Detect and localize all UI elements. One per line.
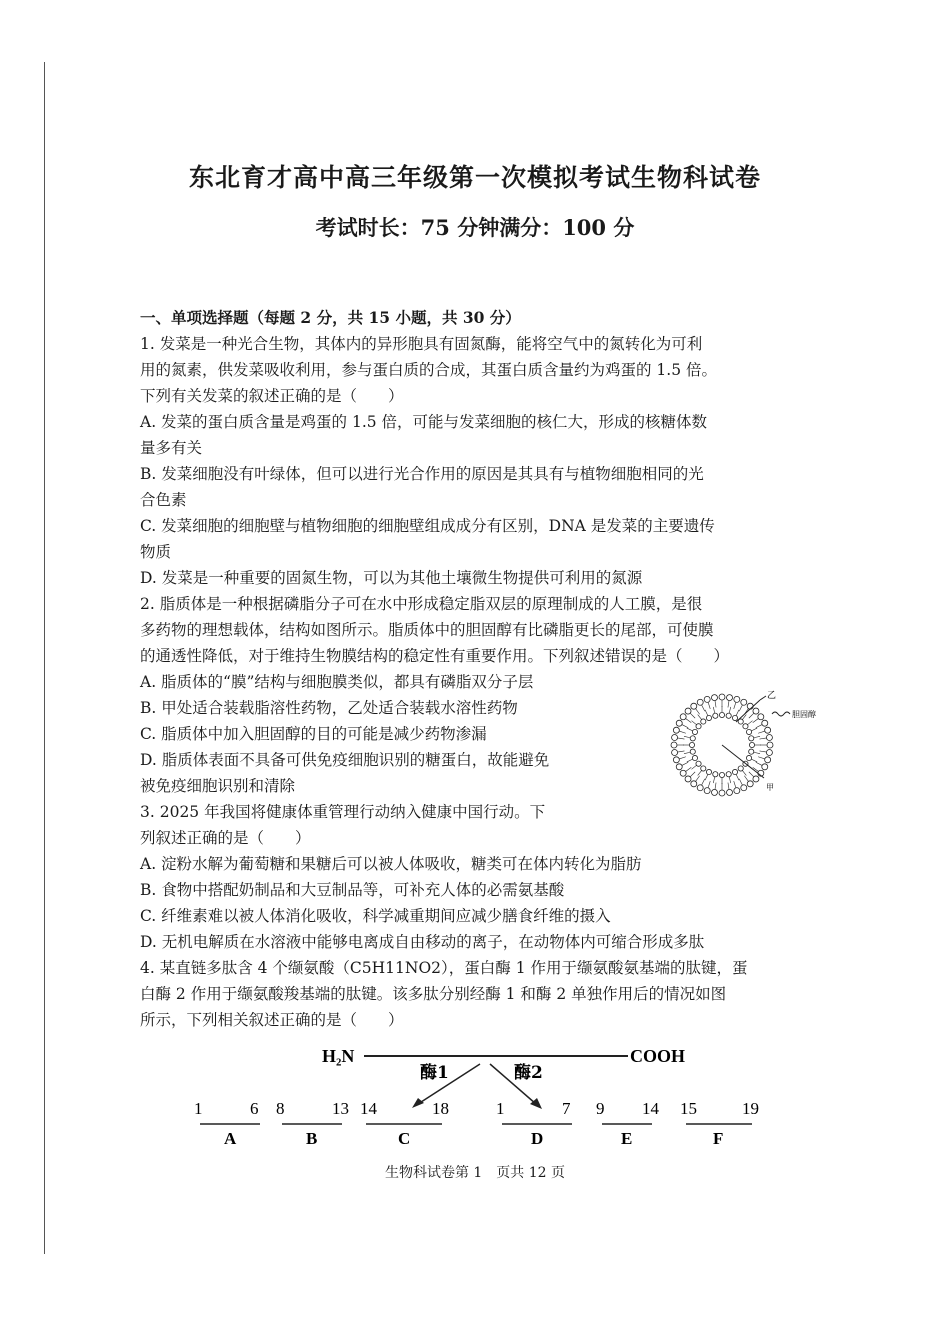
inner-phospholipid-head — [690, 749, 695, 754]
q3-option-d: D. 无机电解质在水溶液中能够电离成自由移动的离子，在动物体内可缩合形成多肽 — [140, 933, 705, 951]
outer-lipid-tail — [739, 705, 742, 711]
q1-stem-line: 下列有关发菜的叙述正确的是（ ） — [140, 387, 404, 405]
inner-lipid-tail — [698, 770, 702, 775]
outer-phospholipid-head — [673, 727, 679, 733]
fragment-start-number: 8 — [276, 1099, 285, 1118]
inner-phospholipid-head — [726, 772, 731, 777]
inner-lipid-tail — [742, 770, 746, 775]
outer-phospholipid-head — [691, 781, 697, 787]
outer-lipid-tail — [739, 779, 742, 785]
fragment-start-number: 1 — [496, 1099, 505, 1118]
q3-stem-line: 列叙述正确的是（ ） — [140, 829, 311, 847]
inner-phospholipid-head — [749, 736, 754, 741]
outer-lipid-tail — [696, 709, 700, 715]
fragment-label: D — [531, 1129, 544, 1148]
enzyme1-arrowhead — [412, 1098, 424, 1108]
inner-phospholipid-head — [746, 729, 751, 734]
outer-lipid-tail — [749, 713, 754, 718]
q1-option-d: D. 发菜是一种重要的固氮生物，可以为其他土壤微生物提供可利用的氮源 — [140, 569, 643, 587]
outer-phospholipid-head — [727, 695, 733, 701]
outer-lipid-tail — [702, 779, 705, 785]
outer-phospholipid-head — [747, 703, 753, 709]
fragment-start-number: 9 — [596, 1099, 605, 1118]
q1-option-a: A. 发菜的蛋白质含量是鸡蛋的 1.5 倍，可能与发菜细胞的核仁大，形成的核糖体数 — [140, 413, 708, 431]
outer-phospholipid-head — [673, 757, 679, 763]
inner-phospholipid-head — [690, 736, 695, 741]
inner-lipid-tail — [713, 777, 714, 783]
fragment-end-number: 19 — [742, 1099, 759, 1118]
inner-lipid-tail — [736, 710, 739, 716]
outer-phospholipid-head — [671, 742, 677, 748]
inner-phospholipid-head — [701, 719, 706, 724]
inner-lipid-tail — [698, 715, 702, 720]
enzyme2-label: 酶2 — [514, 1063, 543, 1083]
inner-phospholipid-head — [726, 713, 731, 718]
outer-phospholipid-head — [685, 776, 691, 782]
outer-lipid-tail — [682, 725, 688, 728]
fragment-end-number: 7 — [562, 1099, 571, 1118]
inner-lipid-tail — [713, 707, 714, 713]
outer-phospholipid-head — [734, 788, 740, 794]
q4-stem-line: 白酶 2 作用于缬氨酸羧基端的肽键。该多肽分别经酶 1 和酶 2 单独作用后的情况如图 — [140, 985, 727, 1003]
outer-phospholipid-head — [697, 699, 703, 705]
cholesterol-icon — [772, 712, 790, 716]
inner-phospholipid-head — [743, 724, 748, 729]
outer-phospholipid-head — [753, 708, 759, 714]
outer-lipid-tail — [686, 719, 692, 723]
inner-phospholipid-head — [746, 755, 751, 760]
q4-stem-line: 4. 某直链多肽含 4 个缬氨酸（C5H11NO2），蛋白酶 1 作用于缬氨酸氨基端的肽键，蛋 — [140, 959, 748, 977]
outer-lipid-tail — [678, 751, 685, 752]
outer-lipid-tail — [734, 702, 736, 709]
fragment-label: B — [306, 1129, 318, 1148]
q1-option-a-cont: 量多有关 — [140, 439, 203, 457]
outer-phospholipid-head — [680, 714, 686, 720]
label-cholesterol: 胆固醇 — [792, 710, 816, 719]
outer-phospholipid-head — [765, 757, 771, 763]
outer-lipid-tail — [708, 781, 710, 788]
fragment-end-number: 14 — [642, 1099, 659, 1118]
inner-lipid-tail — [705, 710, 708, 716]
outer-lipid-tail — [686, 767, 692, 771]
outer-phospholipid-head — [719, 790, 725, 796]
inner-phospholipid-head — [749, 749, 754, 754]
q4-stem-line: 所示，下列相关叙述正确的是（ ） — [140, 1011, 404, 1029]
outer-phospholipid-head — [676, 764, 682, 770]
outer-lipid-tail — [749, 772, 754, 777]
inner-lipid-tail — [747, 721, 752, 725]
q3-option-c: C. 纤维素难以被人体消化吸收，科学减重期间应减少膳食纤维的摄入 — [140, 907, 611, 925]
inner-lipid-tail — [751, 759, 757, 762]
inner-phospholipid-head — [713, 713, 718, 718]
inner-phospholipid-head — [719, 712, 724, 717]
inner-phospholipid-head — [692, 729, 697, 734]
outer-phospholipid-head — [734, 696, 740, 702]
q2-option-a: A. 脂质体的“膜”结构与细胞膜类似，都具有磷脂双分子层 — [140, 673, 534, 691]
outer-phospholipid-head — [747, 781, 753, 787]
outer-lipid-tail — [728, 783, 729, 790]
outer-phospholipid-head — [704, 788, 710, 794]
outer-phospholipid-head — [765, 727, 771, 733]
c-terminal-label: COOH — [630, 1046, 686, 1066]
q1-option-c: C. 发菜细胞的细胞壁与植物细胞的细胞壁组成成分有区别，DNA 是发菜的主要遗传 — [140, 517, 715, 535]
inner-phospholipid-head — [732, 769, 737, 774]
q3-option-b: B. 食物中搭配奶制品和大豆制品等，可补充人体的必需氨基酸 — [140, 881, 565, 899]
outer-phospholipid-head — [767, 742, 773, 748]
inner-lipid-tail — [751, 728, 757, 731]
inner-lipid-tail — [687, 728, 693, 731]
fragment-end-number: 13 — [332, 1099, 349, 1118]
inner-lipid-tail — [692, 721, 697, 725]
outer-lipid-tail — [760, 751, 767, 752]
outer-phospholipid-head — [704, 696, 710, 702]
q2-option-b: B. 甲处适合装载脂溶性药物，乙处适合装载水溶性药物 — [140, 699, 518, 717]
outer-phospholipid-head — [766, 734, 772, 740]
outer-phospholipid-head — [766, 750, 772, 756]
outer-phospholipid-head — [697, 785, 703, 791]
inner-phospholipid-head — [749, 742, 754, 747]
inner-phospholipid-head — [738, 766, 743, 771]
n-terminal-label: H₂N — [322, 1046, 355, 1066]
fragment-label: F — [713, 1129, 724, 1148]
outer-lipid-tail — [734, 781, 736, 788]
outer-lipid-tail — [760, 738, 767, 739]
inner-phospholipid-head — [692, 755, 697, 760]
outer-phospholipid-head — [685, 708, 691, 714]
outer-phospholipid-head — [711, 789, 717, 795]
q1-stem-line: 用的氮素，供发菜吸收利用，参与蛋白质的合成，其蛋白质含量约为鸡蛋的 1.5 倍。 — [140, 361, 718, 379]
inner-lipid-tail — [684, 752, 690, 753]
inner-lipid-tail — [692, 765, 697, 769]
outer-phospholipid-head — [672, 750, 678, 756]
inner-lipid-tail — [754, 752, 760, 753]
inner-phospholipid-head — [713, 772, 718, 777]
q2-option-d: D. 脂质体表面不具备可供免疫细胞识别的糖蛋白，故能避免 — [140, 751, 550, 769]
outer-lipid-tail — [728, 701, 729, 708]
fragment-end-number: 18 — [432, 1099, 449, 1118]
fragment-label: C — [398, 1129, 411, 1148]
peptide-cleavage-diagram — [180, 1040, 780, 1152]
outer-phospholipid-head — [680, 770, 686, 776]
outer-phospholipid-head — [672, 734, 678, 740]
q3-option-a: A. 淀粉水解为葡萄糖和果糖后可以被人体吸收，糖类可在体内转化为脂肪 — [140, 855, 642, 873]
inner-phospholipid-head — [701, 766, 706, 771]
q2-stem-line: 多药物的理想载体，结构如图所示。脂质体中的胆固醇有比磷脂更长的尾部，可使膜 — [140, 621, 714, 639]
outer-lipid-tail — [702, 705, 705, 711]
fragment-label: E — [621, 1129, 633, 1148]
inner-lipid-tail — [754, 736, 760, 737]
outer-lipid-tail — [715, 783, 716, 790]
outer-lipid-tail — [708, 702, 710, 709]
inner-phospholipid-head — [696, 724, 701, 729]
q2-option-d-cont: 被免疫细胞识别和清除 — [140, 777, 296, 795]
outer-lipid-tail — [696, 776, 700, 782]
liposome-diagram — [632, 690, 832, 800]
outer-lipid-tail — [715, 701, 716, 708]
outer-phospholipid-head — [758, 714, 764, 720]
outer-phospholipid-head — [691, 703, 697, 709]
outer-phospholipid-head — [753, 776, 759, 782]
inner-phospholipid-head — [696, 761, 701, 766]
page-footer: 生物科试卷第 1 页共 12 页 — [384, 1165, 566, 1181]
outer-phospholipid-head — [741, 699, 747, 705]
fragment-end-number: 6 — [250, 1099, 259, 1118]
outer-phospholipid-head — [762, 720, 768, 726]
outer-lipid-tail — [690, 713, 695, 718]
outer-lipid-tail — [756, 725, 762, 728]
outer-lipid-tail — [753, 719, 759, 723]
q1-option-b-cont: 合色素 — [140, 491, 187, 509]
inner-phospholipid-head — [706, 715, 711, 720]
q2-stem-line: 2. 脂质体是一种根据磷脂分子可在水中形成稳定脂双层的原理制成的人工膜，是很 — [140, 595, 703, 613]
outer-lipid-tail — [690, 772, 695, 777]
section-heading: 一、单项选择题（每题 2 分，共 15 小题，共 30 分） — [140, 308, 521, 327]
fragment-label: A — [224, 1129, 237, 1148]
inner-lipid-tail — [684, 736, 690, 737]
inner-lipid-tail — [687, 759, 693, 762]
fragment-group — [194, 1099, 759, 1148]
fragment-start-number: 14 — [360, 1099, 377, 1118]
outer-lipid-tail — [758, 757, 765, 759]
outer-phospholipid-head — [676, 720, 682, 726]
inner-lipid-tail — [705, 774, 708, 780]
q2-stem-line: 的通透性降低，对于维持生物膜结构的稳定性有重要作用。下列叙述错误的是（ ） — [140, 647, 730, 665]
exam-title: 东北育才高中高三年级第一次模拟考试生物科试卷 — [188, 163, 761, 192]
outer-phospholipid-head — [741, 785, 747, 791]
exam-subtitle: 考试时长：75 分钟满分：100 分 — [315, 215, 635, 240]
fragment-start-number: 1 — [194, 1099, 203, 1118]
inner-lipid-tail — [729, 707, 730, 713]
outer-lipid-tail — [678, 738, 685, 739]
outer-lipid-tail — [744, 776, 748, 782]
label-jia: 甲 — [766, 783, 774, 792]
fragment-start-number: 15 — [680, 1099, 697, 1118]
outer-phospholipid-head — [762, 764, 768, 770]
outer-phospholipid-head — [727, 789, 733, 795]
exam-body — [140, 305, 812, 1033]
outer-lipid-tail — [756, 762, 762, 765]
q1-stem-line: 1. 发菜是一种光合生物，其体内的异形胞具有固氮酶，能将空气中的氮转化为可利 — [140, 335, 703, 353]
inner-phospholipid-head — [689, 742, 694, 747]
inner-phospholipid-head — [732, 715, 737, 720]
q3-stem-line: 3. 2025 年我国将健康体重管理行动纳入健康中国行动。下 — [140, 803, 546, 821]
inner-phospholipid-head — [706, 769, 711, 774]
label-yi: 乙 — [767, 691, 777, 701]
q1-option-c-cont: 物质 — [140, 543, 172, 561]
enzyme1-label: 酶1 — [420, 1063, 449, 1083]
outer-lipid-tail — [682, 762, 688, 765]
outer-lipid-tail — [758, 731, 765, 733]
q2-option-c: C. 脂质体中加入胆固醇的目的可能是减少药物渗漏 — [140, 725, 487, 743]
outer-lipid-tail — [679, 757, 686, 759]
inner-phospholipid-head — [719, 772, 724, 777]
inner-lipid-tail — [736, 774, 739, 780]
outer-lipid-tail — [679, 731, 686, 733]
inner-lipid-tail — [729, 777, 730, 783]
outer-phospholipid-head — [719, 694, 725, 700]
q1-option-b: B. 发菜细胞没有叶绿体，但可以进行光合作用的原因是其具有与植物细胞相同的光 — [140, 465, 704, 483]
outer-phospholipid-head — [711, 695, 717, 701]
